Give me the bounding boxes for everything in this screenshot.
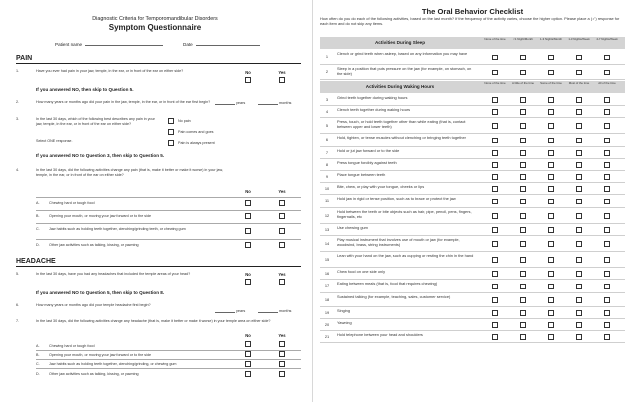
frequency-checkbox[interactable] <box>548 150 554 156</box>
item-text: Press, touch, or hold teeth together other than while eating (that is, contact between upper and lower teeth) <box>337 119 466 129</box>
frequency-checkbox[interactable] <box>492 138 498 144</box>
frequency-checkbox[interactable] <box>576 257 582 263</box>
question-number: 7. <box>16 319 20 323</box>
item-text: Place tongue between teeth <box>337 172 386 177</box>
q5-yes-checkbox[interactable] <box>279 279 285 285</box>
months-label: months <box>279 309 292 313</box>
frequency-checkbox[interactable] <box>604 70 610 76</box>
item-text: Opening your mouth, or moving your jaw forward or to the side <box>49 214 152 218</box>
frequency-checkbox[interactable] <box>576 150 582 156</box>
item-number: 15 <box>324 256 330 262</box>
frequency-checkbox[interactable] <box>548 227 554 233</box>
no-column-label: No <box>245 189 251 194</box>
frequency-checkbox[interactable] <box>548 213 554 219</box>
frequency-checkbox[interactable] <box>520 97 526 103</box>
symptom-questionnaire-page <box>0 0 313 402</box>
no-column-label: No <box>245 272 251 277</box>
frequency-checkbox[interactable] <box>576 123 582 129</box>
frequency-checkbox[interactable] <box>520 186 526 192</box>
question-number: 4. <box>16 168 20 172</box>
checklist-row <box>320 319 625 331</box>
checklist-row <box>320 171 625 183</box>
frequency-checkbox[interactable] <box>604 150 610 156</box>
item-text: Lean with your hand on the jaw, such as cupping or resting the chin in the hand <box>337 253 474 258</box>
q7d-no-checkbox[interactable] <box>245 371 251 377</box>
checklist-row <box>320 94 625 106</box>
frequency-checkbox[interactable] <box>520 150 526 156</box>
item-text: Other jaw activities such as talking, kissing, or yawning <box>49 372 139 376</box>
yes-column-label: Yes <box>278 272 286 277</box>
q4c-no-checkbox[interactable] <box>245 228 251 234</box>
q4a-no-checkbox[interactable] <box>245 200 251 206</box>
item-letter: B. <box>36 353 40 357</box>
sleep-heading: Activities During Sleep <box>374 40 426 45</box>
frequency-checkbox[interactable] <box>492 123 498 129</box>
checklist-row <box>320 293 625 307</box>
q3-option-checkbox[interactable] <box>168 140 174 146</box>
item-number: 2 <box>325 69 329 74</box>
q4b-no-checkbox[interactable] <box>245 213 251 219</box>
frequency-checkbox[interactable] <box>604 213 610 219</box>
frequency-column-label: A little of the time <box>512 81 535 85</box>
q7c-yes-checkbox[interactable] <box>279 361 285 367</box>
q4a-yes-checkbox[interactable] <box>279 200 285 206</box>
item-text: Chew food on one side only <box>337 269 386 274</box>
frequency-checkbox[interactable] <box>548 334 554 340</box>
frequency-checkbox[interactable] <box>576 271 582 277</box>
frequency-checkbox[interactable] <box>576 162 582 168</box>
frequency-checkbox[interactable] <box>492 109 498 115</box>
question-number: 2. <box>16 100 20 104</box>
item-text: Singing <box>337 308 350 313</box>
q3-select-instruction: Select ONE response. <box>36 139 73 143</box>
frequency-checkbox[interactable] <box>492 174 498 180</box>
question-text: In the last 30 days, which of the following best describes any pain in your jaw, temple, in the ear, or in front of the ear on either side? <box>36 117 155 126</box>
q4d-no-checkbox[interactable] <box>245 242 251 248</box>
frequency-checkbox[interactable] <box>492 322 498 328</box>
item-number: 12 <box>324 212 330 218</box>
frequency-checkbox[interactable] <box>548 322 554 328</box>
item-number: 11 <box>324 198 330 203</box>
frequency-checkbox[interactable] <box>604 297 610 303</box>
frequency-checkbox[interactable] <box>576 97 582 103</box>
question-number: 5. <box>16 272 20 276</box>
frequency-checkbox[interactable] <box>492 55 498 61</box>
item-text: Opening your mouth, or moving your jaw forward or to the side <box>49 353 152 357</box>
frequency-checkbox[interactable] <box>520 322 526 328</box>
item-text: Jaw habits such as holding teeth together, clenching/grinding teeth, or chewing gum <box>49 227 186 231</box>
frequency-column-label: None of the time <box>484 37 506 41</box>
yes-column-label: Yes <box>278 189 286 194</box>
item-letter: A. <box>36 344 40 348</box>
frequency-checkbox[interactable] <box>492 271 498 277</box>
item-letter: C. <box>36 362 40 366</box>
date-label: Date <box>183 42 193 47</box>
frequency-checkbox[interactable] <box>548 284 554 290</box>
frequency-checkbox[interactable] <box>604 322 610 328</box>
q6-months-input[interactable] <box>258 308 278 313</box>
frequency-checkbox[interactable] <box>492 97 498 103</box>
frequency-checkbox[interactable] <box>548 174 554 180</box>
frequency-checkbox[interactable] <box>520 70 526 76</box>
item-text: Chewing hard or tough food <box>49 201 95 205</box>
frequency-checkbox[interactable] <box>576 199 582 205</box>
item-number: 3 <box>325 96 329 102</box>
frequency-checkbox[interactable] <box>548 138 554 144</box>
frequency-checkbox[interactable] <box>576 213 582 219</box>
item-text: Eating between meals (that is, food that requires chewing) <box>337 281 438 286</box>
checklist-row <box>320 118 625 134</box>
frequency-checkbox[interactable] <box>492 70 498 76</box>
frequency-checkbox[interactable] <box>520 162 526 168</box>
frequency-checkbox[interactable] <box>520 213 526 219</box>
frequency-checkbox[interactable] <box>520 310 526 316</box>
patient-name-label: Patient name <box>55 42 83 47</box>
frequency-checkbox[interactable] <box>604 138 610 144</box>
item-text: Hold or jut jaw forward or to the side <box>337 148 400 153</box>
frequency-checkbox[interactable] <box>548 271 554 277</box>
item-number: 18 <box>324 296 330 302</box>
item-letter: D. <box>36 243 40 247</box>
frequency-checkbox[interactable] <box>492 199 498 205</box>
frequency-checkbox[interactable] <box>576 174 582 180</box>
q6-years-input[interactable] <box>215 308 235 313</box>
item-number: 9 <box>325 173 329 179</box>
q4d-yes-checkbox[interactable] <box>279 242 285 248</box>
frequency-checkbox[interactable] <box>520 271 526 277</box>
item-number: 13 <box>324 226 330 232</box>
frequency-column-label: <1 Night/Month <box>513 37 533 41</box>
checklist-row <box>320 268 625 280</box>
frequency-checkbox[interactable] <box>548 109 554 115</box>
frequency-checkbox[interactable] <box>576 138 582 144</box>
date-field[interactable] <box>183 42 260 47</box>
frequency-checkbox[interactable] <box>604 97 610 103</box>
frequency-checkbox[interactable] <box>492 297 498 303</box>
frequency-checkbox[interactable] <box>520 297 526 303</box>
checklist-row <box>320 280 625 293</box>
frequency-checkbox[interactable] <box>604 199 610 205</box>
frequency-checkbox[interactable] <box>520 174 526 180</box>
item-letter: A. <box>36 201 40 205</box>
frequency-column-label: 1-3 Nights/Month <box>540 37 563 41</box>
item-number: 19 <box>324 309 330 315</box>
item-text: Clench teeth together during waking hours <box>337 107 411 112</box>
oral-behavior-checklist-page <box>314 0 631 402</box>
item-number: 16 <box>324 270 330 276</box>
frequency-column-label: None of the time <box>484 81 506 85</box>
frequency-checkbox[interactable] <box>548 97 554 103</box>
checklist-row <box>320 195 625 208</box>
frequency-column-label: 1-3 Nights/Week <box>568 37 590 41</box>
item-text: Hold, tighten, or tense muscles without clenching or bringing teeth together <box>337 135 466 140</box>
question-text: In the last 30 days, did the following activities change any headache (that is, make it better or make it worse) in your temple area on either side? <box>36 319 271 323</box>
frequency-checkbox[interactable] <box>548 55 554 61</box>
item-number: 4 <box>325 108 329 114</box>
q3-option-checkbox[interactable] <box>168 129 174 135</box>
frequency-checkbox[interactable] <box>548 70 554 76</box>
item-number: 1 <box>325 54 329 59</box>
item-number: 20 <box>324 321 330 327</box>
question-text: In the last 30 days, did the following activities change any pain (that is, make it better or make it worse) in your jaw, temple, in the ear, or in front of the ear on either side? <box>36 168 223 177</box>
question-text: How many years or months ago did your pain in the jaw, temple, in the ear, or in front of the ear first begin? <box>36 100 211 104</box>
frequency-checkbox[interactable] <box>604 271 610 277</box>
frequency-checkbox[interactable] <box>548 241 554 247</box>
checklist-row <box>320 50 625 65</box>
item-text: Chewing hard or tough food <box>49 344 95 348</box>
item-text: Bite, chew, or play with your tongue, cheeks or lips <box>337 184 425 189</box>
frequency-checkbox[interactable] <box>604 227 610 233</box>
frequency-checkbox[interactable] <box>604 334 610 340</box>
checklist-row <box>320 224 625 236</box>
frequency-checkbox[interactable] <box>548 186 554 192</box>
checklist-row <box>320 106 625 118</box>
frequency-checkbox[interactable] <box>520 138 526 144</box>
frequency-checkbox[interactable] <box>576 322 582 328</box>
form-title: Symptom Questionnaire <box>108 23 202 32</box>
checklist-row <box>320 147 625 159</box>
question-text: How many years or months ago did your temple headache first begin? <box>36 303 151 307</box>
item-text: Press tongue forcibly against teeth <box>337 160 397 165</box>
item-letter: B. <box>36 214 40 218</box>
checklist-row <box>320 307 625 319</box>
checklist-row <box>320 65 625 80</box>
item-number: 17 <box>324 283 330 288</box>
checklist-title: The Oral Behavior Checklist <box>421 7 524 16</box>
q7c-no-checkbox[interactable] <box>245 361 251 367</box>
frequency-checkbox[interactable] <box>576 227 582 233</box>
frequency-checkbox[interactable] <box>576 70 582 76</box>
frequency-checkbox[interactable] <box>520 334 526 340</box>
question-text: Have you ever had pain in your jaw, temple, in the ear, or in front of the ear on either side? <box>36 69 184 73</box>
skip-instruction: If you answered NO, then skip to Question 5. <box>36 87 134 92</box>
frequency-checkbox[interactable] <box>492 257 498 263</box>
question-number: 6. <box>16 303 20 307</box>
q4b-yes-checkbox[interactable] <box>279 213 285 219</box>
question-number: 3. <box>16 117 20 121</box>
q1-no-checkbox[interactable] <box>245 77 251 83</box>
frequency-column-label: Most of the time <box>568 81 590 85</box>
waking-heading: Activities During Waking Hours <box>365 84 435 89</box>
q4c-yes-checkbox[interactable] <box>279 228 285 234</box>
frequency-checkbox[interactable] <box>604 257 610 263</box>
frequency-checkbox[interactable] <box>548 310 554 316</box>
checklist-row <box>320 183 625 195</box>
frequency-checkbox[interactable] <box>520 55 526 61</box>
yes-column-label: Yes <box>278 333 286 338</box>
patient-name-field[interactable] <box>55 42 166 47</box>
headache-section-heading: HEADACHE <box>16 258 301 267</box>
frequency-checkbox[interactable] <box>492 241 498 247</box>
frequency-checkbox[interactable] <box>576 334 582 340</box>
frequency-checkbox[interactable] <box>520 123 526 129</box>
question-text: In the last 30 days, have you had any headaches that included the temple areas of your head? <box>36 272 191 276</box>
frequency-checkbox[interactable] <box>520 241 526 247</box>
q7b-no-checkbox[interactable] <box>245 351 251 357</box>
frequency-checkbox[interactable] <box>548 297 554 303</box>
form-header: Diagnostic Criteria for Temporomandibular Disorders <box>92 16 218 22</box>
frequency-column-label: Some of the time <box>540 81 562 85</box>
frequency-checkbox[interactable] <box>548 257 554 263</box>
item-number: 8 <box>325 161 329 167</box>
frequency-checkbox[interactable] <box>576 55 582 61</box>
q7a-yes-checkbox[interactable] <box>279 341 285 347</box>
item-text: Hold telephone between your head and shoulders <box>337 332 423 337</box>
checklist-row <box>320 252 625 268</box>
item-text: Other jaw activities such as talking, kissing, or yawning <box>49 243 139 247</box>
frequency-checkbox[interactable] <box>576 186 582 192</box>
frequency-checkbox[interactable] <box>520 284 526 290</box>
frequency-checkbox[interactable] <box>548 199 554 205</box>
frequency-checkbox[interactable] <box>576 297 582 303</box>
years-label: years <box>236 101 246 105</box>
item-text: Sleep in a position that puts pressure on the jaw (for example, on stomach, on the side) <box>337 66 472 76</box>
frequency-checkbox[interactable] <box>492 310 498 316</box>
sleep-table-header <box>320 37 625 49</box>
item-number: 14 <box>324 240 330 246</box>
frequency-column-label: 4-7 Nights/Week <box>596 37 618 41</box>
item-number: 7 <box>325 149 329 155</box>
frequency-checkbox[interactable] <box>576 284 582 290</box>
item-number: 6 <box>325 137 329 142</box>
item-text: Hold between the teeth or bite objects such as hair, pipe, pencil, pens, fingers, fingernails, etc <box>337 209 472 219</box>
frequency-checkbox[interactable] <box>604 55 610 61</box>
item-number: 21 <box>324 333 330 339</box>
frequency-checkbox[interactable] <box>520 109 526 115</box>
no-column-label: No <box>245 70 251 75</box>
q3-option-label: No pain <box>178 119 191 123</box>
frequency-checkbox[interactable] <box>604 174 610 180</box>
frequency-checkbox[interactable] <box>492 213 498 219</box>
q2-months-input[interactable] <box>258 100 278 105</box>
item-text: Sustained talking (for example, teaching, sales, customer service) <box>337 294 451 299</box>
q1-yes-checkbox[interactable] <box>279 77 285 83</box>
q3-option-label: Pain is always present <box>178 141 215 145</box>
checklist-row <box>320 159 625 171</box>
checklist-instructions: How often do you do each of the following activities, based on the last month? If the frequency of the activity varies, choose the higher option. Please place a (✓) response for each item and do not skip any items. <box>320 16 620 26</box>
frequency-checkbox[interactable] <box>492 186 498 192</box>
item-number: 5 <box>325 122 329 128</box>
frequency-checkbox[interactable] <box>492 150 498 156</box>
item-letter: D. <box>36 372 40 376</box>
frequency-checkbox[interactable] <box>604 284 610 290</box>
frequency-checkbox[interactable] <box>492 334 498 340</box>
item-text: Grind teeth together during waking hours <box>337 95 408 100</box>
item-text: Use chewing gum <box>337 225 368 230</box>
frequency-checkbox[interactable] <box>520 227 526 233</box>
frequency-checkbox[interactable] <box>576 109 582 115</box>
checklist-row <box>320 208 625 224</box>
item-text: Play musical instrument that involves use of mouth or jaw (for example, woodwind, brass, string instruments) <box>337 237 460 247</box>
q3-option-label: Pain comes and goes <box>178 130 214 134</box>
q7b-yes-checkbox[interactable] <box>279 351 285 357</box>
frequency-checkbox[interactable] <box>604 109 610 115</box>
frequency-checkbox[interactable] <box>576 241 582 247</box>
frequency-column-label: All of the time <box>598 81 616 85</box>
pain-section-heading: PAIN <box>16 55 301 64</box>
checklist-row <box>320 236 625 252</box>
frequency-checkbox[interactable] <box>548 162 554 168</box>
frequency-checkbox[interactable] <box>604 186 610 192</box>
q7a-no-checkbox[interactable] <box>245 341 251 347</box>
frequency-checkbox[interactable] <box>604 310 610 316</box>
frequency-checkbox[interactable] <box>576 310 582 316</box>
no-column-label: No <box>245 333 251 338</box>
frequency-checkbox[interactable] <box>604 123 610 129</box>
frequency-checkbox[interactable] <box>604 162 610 168</box>
q2-years-input[interactable] <box>215 100 235 105</box>
skip-instruction: If you answered NO to Question 5, then skip to Question 8. <box>36 290 165 295</box>
item-text: Hold jaw in rigid or tense position, such as to brace or protect the jaw <box>337 196 456 201</box>
question-number: 1. <box>16 69 20 73</box>
frequency-checkbox[interactable] <box>492 227 498 233</box>
item-text: Clench or grind teeth when asleep, based on any information you may have <box>337 51 468 56</box>
frequency-checkbox[interactable] <box>548 123 554 129</box>
q7d-yes-checkbox[interactable] <box>279 371 285 377</box>
item-text: Yawning <box>337 320 352 325</box>
months-label: months <box>279 101 292 105</box>
frequency-checkbox[interactable] <box>520 199 526 205</box>
frequency-checkbox[interactable] <box>492 162 498 168</box>
frequency-checkbox[interactable] <box>520 257 526 263</box>
checklist-row <box>320 331 625 343</box>
waking-table-header <box>320 81 625 93</box>
years-label: years <box>236 309 246 313</box>
frequency-checkbox[interactable] <box>492 284 498 290</box>
q3-option-checkbox[interactable] <box>168 118 174 124</box>
yes-column-label: Yes <box>278 70 286 75</box>
checklist-row <box>320 134 625 147</box>
item-number: 10 <box>324 185 330 191</box>
item-text: Jaw habits such as holding teeth together, clenching/grinding, or chewing gum <box>49 362 177 366</box>
frequency-checkbox[interactable] <box>604 241 610 247</box>
q5-no-checkbox[interactable] <box>245 279 251 285</box>
skip-instruction: If you answered NO to Question 3, then skip to Question 5. <box>36 153 165 158</box>
item-letter: C. <box>36 227 40 231</box>
